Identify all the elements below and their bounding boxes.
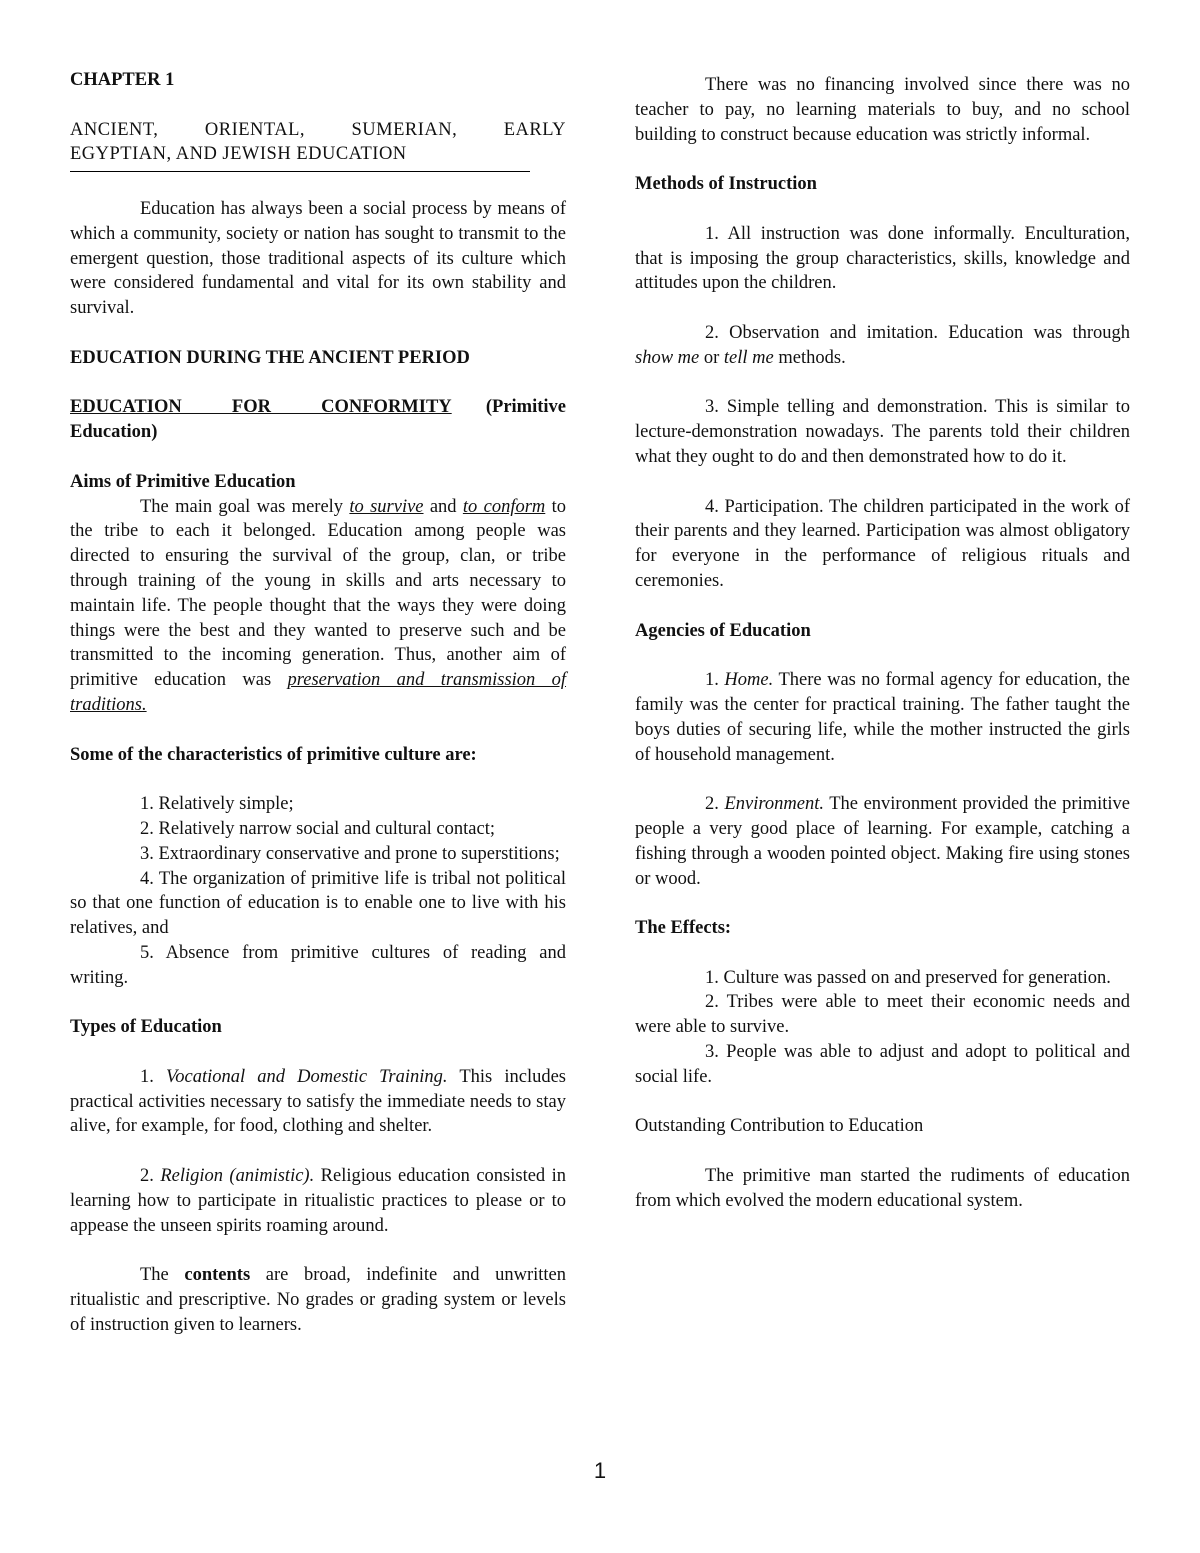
type-1-num: 1. bbox=[140, 1066, 154, 1087]
effects-heading: The Effects: bbox=[635, 918, 732, 939]
method-2-em-tell: tell me bbox=[723, 347, 774, 368]
contents-post: are broad, indefinite and unwritten ritualistic and prescriptive. No grades or grading system or levels of instruction given to learners. bbox=[70, 1265, 567, 1335]
aims-em-preservation: preservation and transmission of traditions. bbox=[70, 670, 566, 715]
list-item: 1. Relatively simple; bbox=[140, 794, 294, 815]
list-item: 2. Relatively narrow social and cultural contact; bbox=[140, 818, 495, 839]
type-2-text: Religious education consisted in learning how to participate in ritualistic practices to please or to appease the unseen spirits roaming around. bbox=[70, 1166, 567, 1236]
page-number: 1 bbox=[593, 1458, 607, 1483]
characteristics-list bbox=[70, 792, 566, 990]
method-2-or: or bbox=[703, 347, 720, 368]
method-1: 1. All instruction was done informally. Enculturation, that is imposing the group characteristics, skills, knowledge and attitudes upon the children. bbox=[635, 223, 1130, 294]
conformity-heading bbox=[70, 395, 566, 445]
type-1-text: This includes practical activities necessary to satisfy the immediate needs to stay alive, for example, for food, clothing and shelter. bbox=[70, 1066, 566, 1137]
aims-heading: Aims of Primitive Education bbox=[70, 471, 296, 492]
list-item: 3. Extraordinary conservative and prone to superstitions; bbox=[140, 843, 560, 864]
type-1-title: Vocational and Domestic Training. bbox=[166, 1066, 448, 1087]
chapter-title bbox=[70, 118, 566, 173]
methods-heading: Methods of Instruction bbox=[635, 174, 817, 195]
agency-1 bbox=[635, 668, 1130, 767]
effects-list bbox=[635, 966, 1130, 1090]
contents-pre: The bbox=[140, 1265, 169, 1286]
agency-1-title: Home. bbox=[724, 670, 774, 691]
agency-2-num: 2. bbox=[705, 794, 719, 815]
list-item: 3. People was able to adjust and adopt to political and social life. bbox=[635, 1042, 1130, 1087]
aims-text-1: The main goal was merely bbox=[140, 496, 344, 517]
type-1-paragraph bbox=[70, 1065, 566, 1139]
agency-1-text: There was no formal agency for education, the family was the center for practical training. The father taught the boys duties of securing life, while the mother instructed the girls of household management. bbox=[635, 670, 1131, 765]
chapter-title-line1 bbox=[70, 118, 566, 143]
list-item: 4. The organization of primitive life is tribal not political so that one function of education is to enable one to live with his relatives, and bbox=[70, 868, 566, 939]
period-heading: EDUCATION DURING THE ANCIENT PERIOD bbox=[70, 347, 470, 368]
chapter-title-word: ORIENTAL, bbox=[204, 119, 306, 140]
list-item: 5. Absence from primitive cultures of reading and writing. bbox=[70, 942, 566, 988]
method-2-post: methods. bbox=[778, 347, 846, 368]
method-3: 3. Simple telling and demonstration. This is similar to lecture-demonstration nowadays. The parents told their children what they ought to do and then demonstrated how to do it. bbox=[635, 397, 1130, 467]
type-2-title: Religion (animistic). bbox=[160, 1166, 315, 1187]
agency-2 bbox=[635, 792, 1130, 891]
agency-2-text: The environment provided the primitive people a very good place of learning. For example, catching a fishing through a wooden pointed object. Making fire using stones or wood. bbox=[635, 794, 1131, 889]
right-column bbox=[635, 73, 1130, 1214]
conformity-heading-main: EDUCATION FOR CONFORMITY bbox=[70, 397, 452, 418]
agencies-heading: Agencies of Education bbox=[635, 620, 811, 641]
type-2-paragraph bbox=[70, 1164, 566, 1238]
contents-paragraph bbox=[70, 1263, 566, 1337]
chapter-title-word: EARLY bbox=[503, 119, 566, 140]
characteristics-heading: Some of the characteristics of primitive culture are: bbox=[70, 744, 477, 765]
list-item: 2. Tribes were able to meet their economic needs and were able to survive. bbox=[635, 992, 1130, 1038]
outstanding-paragraph: The primitive man started the rudiments of education from which evolved the modern educational system. bbox=[635, 1166, 1130, 1211]
aims-em-conform: to conform bbox=[462, 496, 546, 517]
agency-2-title: Environment. bbox=[724, 794, 824, 815]
contents-bold: contents bbox=[184, 1265, 251, 1286]
list-item: 1. Culture was passed on and preserved for generation. bbox=[705, 967, 1111, 988]
conformity-heading-suffix: (Primitive Education) bbox=[70, 397, 566, 443]
method-2-pre: 2. Observation and imitation. Education was through bbox=[705, 322, 1130, 343]
aims-and: and bbox=[429, 496, 457, 517]
chapter-label: CHAPTER 1 bbox=[70, 70, 175, 90]
method-2-em-show: show me bbox=[635, 347, 700, 368]
financing-paragraph: There was no financing involved since there was no teacher to pay, no learning materials to buy, and no school building to construct because education was strictly informal. bbox=[635, 75, 1130, 145]
types-heading: Types of Education bbox=[70, 1017, 222, 1038]
outstanding-heading: Outstanding Contribution to Education bbox=[635, 1116, 924, 1137]
aims-paragraph bbox=[70, 495, 566, 718]
method-2 bbox=[635, 321, 1130, 371]
aims-em-survive: to survive bbox=[349, 496, 424, 517]
intro-paragraph: Education has always been a social process by means of which a community, society or nation has sought to transmit to the emergent question, those traditional aspects of its culture which were considered fundamental and vital for its own stability and survival. bbox=[70, 198, 566, 319]
chapter-title-line2: EGYPTIAN, AND JEWISH EDUCATION bbox=[70, 144, 407, 165]
chapter-title-word: ANCIENT, bbox=[70, 119, 159, 140]
type-2-num: 2. bbox=[140, 1166, 154, 1187]
aims-text-2: to the tribe to each it belonged. Education among people was directed to ensuring the survival of the group, clan, or tribe through training of the young in skills and arts necessary to maintain life. The people thought that the ways they were doing things were the best and they wanted to preserve such and be transmitted to the incoming generation. Thus, another aim of primitive education was bbox=[70, 496, 566, 691]
chapter-title-word: SUMERIAN, bbox=[351, 119, 458, 140]
agency-1-num: 1. bbox=[705, 670, 719, 691]
left-column bbox=[70, 68, 566, 1338]
method-4: 4. Participation. The children participated in the work of their parents and they learned. Participation was almost obligatory for everyone in the performance of religious rituals and ceremonies. bbox=[635, 496, 1130, 591]
